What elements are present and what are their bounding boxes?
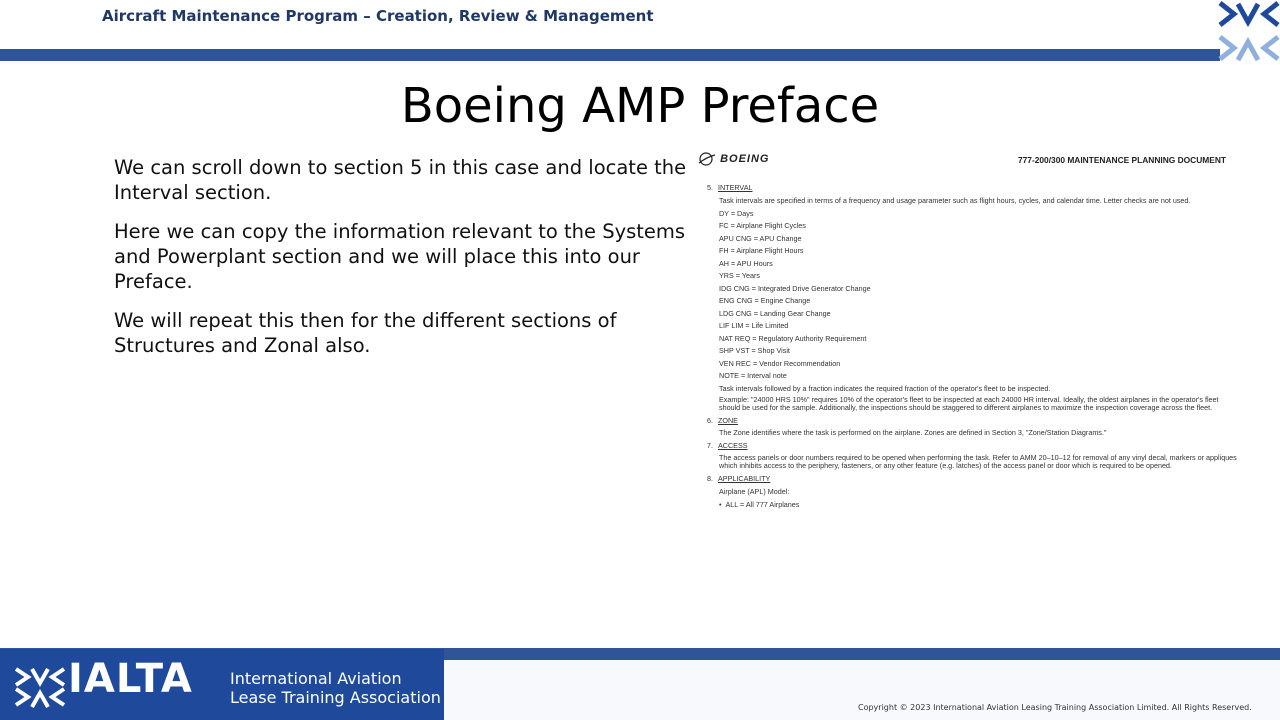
- definition-item: NAT REQ = Regulatory Authority Requirement: [719, 333, 867, 343]
- section-title: ZONE: [718, 416, 738, 425]
- definition-item: VEN REC = Vendor Recommendation: [719, 358, 841, 368]
- bullet-item: [719, 500, 1237, 513]
- header-divider-bar: [0, 49, 1220, 61]
- body-paragraph: We will repeat this then for the different sections of Structures and Zonal also.: [114, 309, 617, 357]
- section-text: Airplane (APL) Model:: [719, 487, 790, 496]
- definition-item: AH = APU Hours: [719, 258, 773, 268]
- bullet-icon: •: [719, 499, 726, 509]
- section-heading-applicability: [707, 474, 1237, 483]
- section-heading-interval: [707, 183, 1237, 192]
- definition-item: NOTE = Interval note: [719, 371, 787, 380]
- copyright-notice: Copyright © 2023 International Aviation Leasing Training Association Limited. All Rights Reserved.: [858, 703, 1252, 712]
- section-number: 5.: [707, 183, 713, 192]
- organization-name-line: Lease Training Association: [230, 688, 441, 707]
- ialta-footer-logo: [0, 649, 444, 720]
- ialta-wordmark: IALTA: [68, 656, 193, 702]
- presentation-header-title: Aircraft Maintenance Program – Creation, Review & Management: [102, 7, 654, 25]
- definition-item: IDG CNG = Integrated Drive Generator Change: [719, 283, 871, 293]
- ialta-logo-mark: [1216, 0, 1280, 62]
- mpd-document-excerpt: [698, 150, 1238, 525]
- body-paragraph: We can scroll down to section 5 in this case and locate the Interval section.: [114, 156, 687, 204]
- definition-item: APU CNG = APU Change: [719, 233, 802, 243]
- document-body: [707, 183, 1237, 512]
- organization-name: [230, 669, 441, 707]
- section-title: ACCESS: [718, 441, 748, 450]
- section-title: INTERVAL: [718, 183, 753, 192]
- section-number: 7.: [707, 441, 713, 450]
- definition-item: YRS = Years: [719, 271, 760, 280]
- section-text: Task intervals followed by a fraction indicates the required fraction of the operator's fleet to be inspected.: [719, 383, 1051, 393]
- ialta-logo-icon: [10, 649, 70, 720]
- section-title: APPLICABILITY: [718, 474, 771, 483]
- document-title: 777-200/300 MAINTENANCE PLANNING DOCUMENT: [1017, 155, 1226, 165]
- definition-item: ENG CNG = Engine Change: [719, 296, 811, 305]
- boeing-logo: [698, 152, 769, 166]
- section-text: The access panels or door numbers required to be opened when performing the task. Refer to AMM 20–10–12 for removal of any vinyl decal, markers or appliques which inhibits access to the periphery, fasteners, or any other feature (e.g. latches) of the access panel or door which is required to be opened.: [719, 453, 1237, 470]
- section-example: Example: "24000 HRS 10%" requires 10% of the operator's fleet to be inspected at each 24000 HR interval. Ideally, the oldest airplanes in the operator's fleet should be used for the sample. Additionally, the inspections should be staggered to different airplanes to maximize the inspection coverage across the fleet.: [719, 395, 1219, 412]
- slide-title: Boeing AMP Preface: [400, 78, 880, 134]
- bullet-text: ALL = All 777 Airplanes: [725, 499, 800, 509]
- definition-item: FC = Airplane Flight Cycles: [719, 221, 806, 230]
- document-header: [698, 150, 1238, 170]
- definition-item: SHP VST = Shop Visit: [719, 346, 790, 355]
- section-number: 8.: [707, 474, 713, 483]
- definition-item: FH = Airplane Flight Hours: [719, 246, 804, 255]
- definition-item: DY = Days: [719, 208, 754, 218]
- section-heading-access: [707, 441, 1237, 450]
- organization-name-line: International Aviation: [230, 669, 402, 688]
- boeing-logo-text: BOEING: [720, 152, 770, 165]
- section-heading-zone: [707, 416, 1237, 425]
- definition-item: LDG CNG = Landing Gear Change: [719, 308, 831, 318]
- section-number: 6.: [707, 416, 713, 425]
- boeing-emblem-icon: [698, 152, 716, 166]
- body-paragraph: Here we can copy the information relevant to the Systems and Powerplant section and we will place this into our Preface.: [114, 220, 686, 293]
- slide-body: [114, 155, 689, 372]
- section-text: Task intervals are specified in terms of a frequency and usage parameter such as flight hours, cycles, and calendar time. Letter checks are not used.: [719, 196, 1191, 205]
- definition-item: LIF LIM = Life Limited: [719, 321, 789, 330]
- section-text: The Zone identifies where the task is performed on the airplane. Zones are defined in Section 3, "Zone/Station Diagrams.": [719, 428, 1107, 437]
